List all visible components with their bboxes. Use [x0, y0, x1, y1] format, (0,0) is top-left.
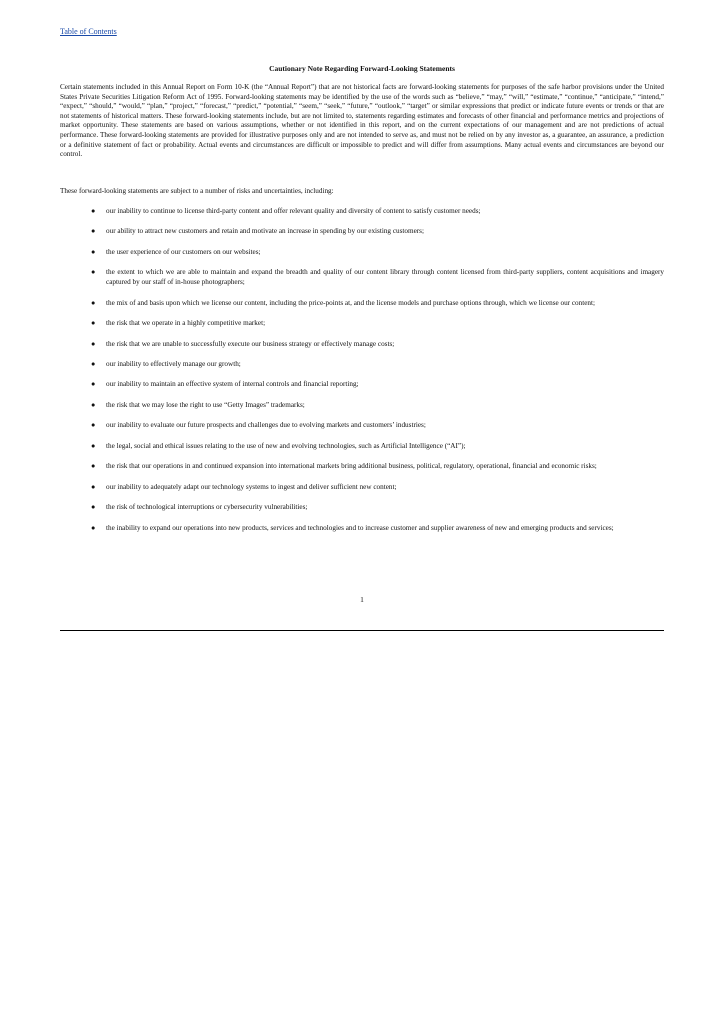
risk-list-item [60, 503, 664, 513]
risk-list-item [60, 380, 664, 390]
intro-paragraph: Certain statements included in this Annual Report on Form 10-K (the “Annual Report”) that are not historical facts are forward-looking statements for purposes of the safe harbor provisions under the United States Private Securities Litigation Reform Act of 1995. Forward-looking statements may be identified by the use of the words such as “believe,” “may,” “will,” “estimate,” “continue,” “anticipate,” “intend,” “expect,” “should,” “would,” “plan,” “project,” “forecast,” “predict,” “potential,” “seem,” “seek,” “future,” “outlook,” “target” or similar expressions that predict or indicate future events or trends or that are not statements of historical matters. These forward-looking statements include, but are not limited to, statements regarding estimates and forecasts of other financial and performance metrics and projections of market opportunity. These statements are based on various assumptions, whether or not identified in this report, and on the current expectations of our management and are not predictions of actual performance. These forward-looking statements are provided for illustrative purposes only and are not intended to serve as, and must not be relied on by any investor as, a guarantee, an assurance, a prediction or a definitive statement of fact or probability. Actual events and circumstances are difficult or impossible to predict and will differ from assumptions. Many actual events and circumstances are beyond our control. [60, 83, 664, 159]
bullet-icon: ● [91, 523, 96, 532]
risk-text: our inability to adequately adapt our technology systems to ingest and deliver sufficient new content; [106, 482, 397, 491]
risk-text: the risk that we operate in a highly competitive market; [106, 319, 266, 328]
risk-list-item [60, 462, 664, 472]
bullet-icon: ● [91, 503, 96, 512]
bullet-icon: ● [91, 359, 96, 368]
risk-text: the user experience of our customers on our websites; [106, 247, 261, 256]
bullet-icon: ● [91, 462, 96, 471]
bullet-icon: ● [91, 441, 96, 450]
page-divider [60, 630, 664, 631]
risk-list-item [60, 421, 664, 431]
risk-list-item [60, 442, 664, 452]
risk-text: the legal, social and ethical issues relating to the use of new and evolving technologies, such as Artificial Intelligence (“AI”); [106, 441, 466, 450]
risk-list-item [60, 524, 664, 534]
risk-text: our inability to effectively manage our growth; [106, 359, 241, 368]
risk-list-item [60, 299, 664, 309]
bullet-icon: ● [91, 421, 96, 430]
risk-text: the risk of technological interruptions or cybersecurity vulnerabilities; [106, 503, 308, 512]
bullet-icon: ● [91, 482, 96, 491]
risk-text: the risk that we are unable to successfully execute our business strategy or effectively manage costs; [106, 339, 395, 348]
risk-list-item [60, 227, 664, 237]
bullet-icon: ● [91, 319, 96, 328]
bullet-icon: ● [91, 380, 96, 389]
section-title: Cautionary Note Regarding Forward-Looking Statements [269, 64, 455, 73]
risk-text: the extent to which we are able to maintain and expand the breadth and quality of our content library through content licensed from third-party suppliers, content acquisitions and imagery captured by our staff of in-house photographers; [106, 268, 664, 287]
page-number: 1 [360, 595, 364, 604]
table-of-contents-link[interactable]: Table of Contents [60, 27, 117, 36]
risk-text: the mix of and basis upon which we license our content, including the price-points at, and the license models and purchase options through, which we license our content; [106, 298, 596, 307]
bullet-icon: ● [91, 268, 96, 277]
risk-text: our ability to attract new customers and retain and motivate an increase in spending by our existing customers; [106, 227, 424, 236]
risk-list-item [60, 319, 664, 329]
risk-text: the risk that we may lose the right to use “Getty Images” trademarks; [106, 400, 305, 409]
bullet-icon: ● [91, 400, 96, 409]
risk-list-item [60, 268, 664, 287]
risk-list-item [60, 207, 664, 217]
risk-text: our inability to continue to license third-party content and offer relevant quality and diversity of content to satisfy customer needs; [106, 207, 481, 215]
risk-list-item [60, 360, 664, 370]
bullet-icon: ● [91, 339, 96, 348]
risk-list-item [60, 248, 664, 258]
bullet-icon: ● [91, 298, 96, 307]
risk-text: the inability to expand our operations into new products, services and technologies and to increase customer and supplier awareness of new and emerging products and services; [106, 523, 614, 532]
risk-list-item [60, 340, 664, 350]
risk-text: the risk that our operations in and continued expansion into international markets bring additional business, political, regulatory, operational, financial and economic risks; [106, 462, 597, 471]
bullet-icon: ● [91, 207, 96, 215]
risk-list [60, 207, 664, 544]
risk-text: our inability to evaluate our future prospects and challenges due to evolving markets and customers’ industries; [106, 421, 426, 430]
bullet-icon: ● [91, 227, 96, 236]
risk-text: our inability to maintain an effective system of internal controls and financial reporting; [106, 380, 359, 389]
risk-list-item [60, 483, 664, 493]
risks-lead-in: These forward-looking statements are subject to a number of risks and uncertainties, including: [60, 187, 334, 195]
bullet-icon: ● [91, 247, 96, 256]
risk-list-item [60, 401, 664, 411]
